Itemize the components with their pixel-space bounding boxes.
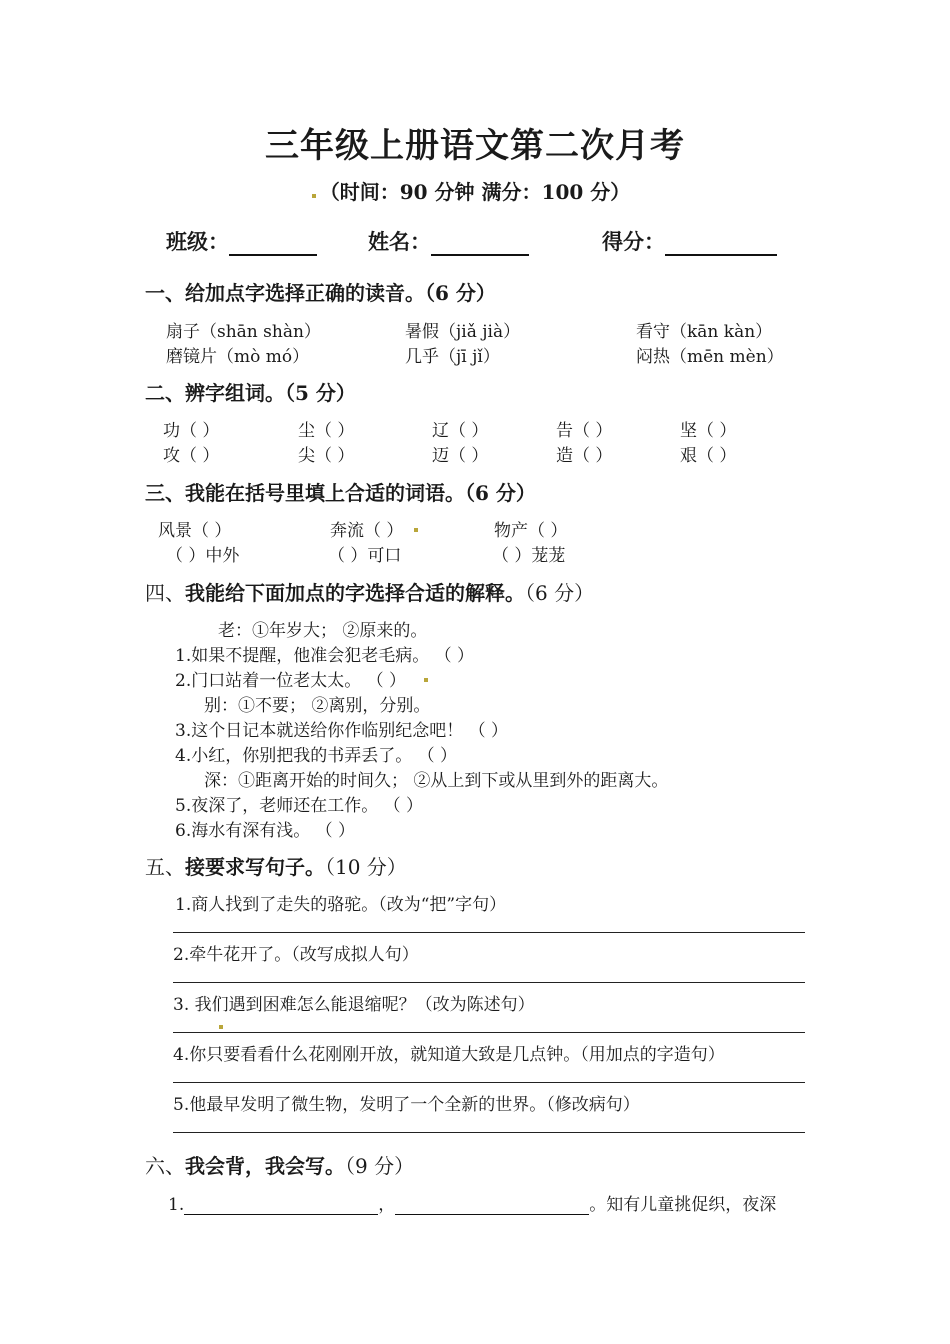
section-5-number: 五、 [145,855,185,879]
sentence-task: 4.你只要看看什么花刚刚开放，就知道大致是几点钟。（用加点的字造句） [173,1045,725,1065]
question-line: 1.如果不提醒，他准会犯老毛病。 （ ） [175,646,475,666]
pinyin-item: 看守（kān kàn） [636,322,773,342]
section-1-title: 一、给加点字选择正确的读音。（6 分） [145,281,496,305]
mark-dot [219,1025,223,1029]
word-group-item: 造（ ） [556,446,613,466]
score-field [602,226,777,256]
poem-blank[interactable] [184,1196,378,1215]
name-field [368,226,529,256]
name-blank[interactable] [431,232,529,256]
section-2-title: 二、辨字组词。（5 分） [145,381,356,405]
fill-word-item: （ ）中外 [166,546,240,566]
word-group-item: 功（ ） [163,421,220,441]
section-6-number: 六、 [145,1154,185,1178]
fill-word-item: （ ）可口 [328,546,402,566]
section-4-heading: 我能给下面加点的字选择合适的解释。 [185,581,525,605]
question-line: 6.海水有深有浅。 （ ） [175,821,356,841]
poem-blank[interactable] [395,1196,589,1215]
pinyin-item: 几乎（jī jǐ） [405,347,500,367]
answer-line[interactable] [173,1132,805,1133]
class-field [166,226,317,256]
name-label: 姓名： [368,229,431,254]
pinyin-item: 磨镜片（mò mó） [166,347,310,367]
answer-line[interactable] [173,932,805,933]
poem-separator: ， [378,1195,396,1215]
poem-line [168,1190,776,1215]
mark-dot [414,528,418,532]
section-5-title [145,851,407,880]
mark-dot [312,194,316,198]
definition-line: 别：①不要； ②离别，分别。 [204,696,431,716]
fill-word-item: 奔流（ ） [330,521,404,541]
question-line: 5.夜深了，老师还在工作。 （ ） [175,796,424,816]
exam-subtitle: （时间：90 分钟 满分：100 分） [319,180,631,204]
fill-word-item: 风景（ ） [158,521,232,541]
answer-line[interactable] [173,982,805,983]
section-3-title: 三、我能在括号里填上合适的词语。（6 分） [145,481,536,505]
sentence-task: 3. 我们遇到困难怎么能退缩呢？（改为陈述句） [173,995,535,1015]
sentence-task: 5.他最早发明了微生物，发明了一个全新的世界。（修改病句） [173,1095,640,1115]
section-6-title [145,1150,414,1179]
class-blank[interactable] [229,232,317,256]
question-line: 3.这个日记本就送给你作临别纪念吧！ （ ） [175,721,509,741]
word-group-item: 攻（ ） [163,446,220,466]
definition-line: 老：①年岁大； ②原来的。 [218,621,428,641]
sentence-task: 2.牵牛花开了。（改写成拟人句） [173,945,419,965]
section-6-heading: 我会背，我会写。 [185,1154,345,1178]
word-group-item: 尘（ ） [298,421,355,441]
word-group-item: 艰（ ） [680,446,737,466]
fill-word-item: （ ）茏茏 [492,546,566,566]
score-blank[interactable] [665,232,777,256]
question-line: 2.门口站着一位老太太。 （ ） [175,671,407,691]
section-5-points: （10 分） [325,855,407,879]
score-label: 得分： [602,229,665,254]
section-6-points: （9 分） [345,1154,415,1178]
answer-line[interactable] [173,1032,805,1033]
pinyin-item: 暑假（jiǎ jià） [405,322,521,342]
word-group-item: 辽（ ） [432,421,489,441]
section-4-points: （6 分） [525,581,595,605]
class-label: 班级： [166,229,229,254]
word-group-item: 告（ ） [556,421,613,441]
section-5-heading: 接要求写句子。 [185,855,325,879]
fill-word-item: 物产（ ） [494,521,568,541]
poem-number: 1. [168,1195,185,1215]
poem-text: 。知有儿童挑促织，夜深 [589,1195,777,1215]
pinyin-item: 闷热（mēn mèn） [636,347,784,367]
section-4-title [145,577,594,606]
word-group-item: 尖（ ） [298,446,355,466]
mark-dot [424,678,428,682]
word-group-item: 坚（ ） [680,421,737,441]
word-group-item: 迈（ ） [432,446,489,466]
definition-line: 深：①距离开始的时间久； ②从上到下或从里到外的距离大。 [204,771,669,791]
page-title: 三年级上册语文第二次月考 [265,126,685,166]
question-line: 4.小红，你别把我的书弄丢了。 （ ） [175,746,458,766]
pinyin-item: 扇子（shān shàn） [166,322,321,342]
answer-line[interactable] [173,1082,805,1083]
sentence-task: 1.商人找到了走失的骆驼。（改为“把”字句） [175,895,507,915]
section-4-number: 四、 [145,581,185,605]
